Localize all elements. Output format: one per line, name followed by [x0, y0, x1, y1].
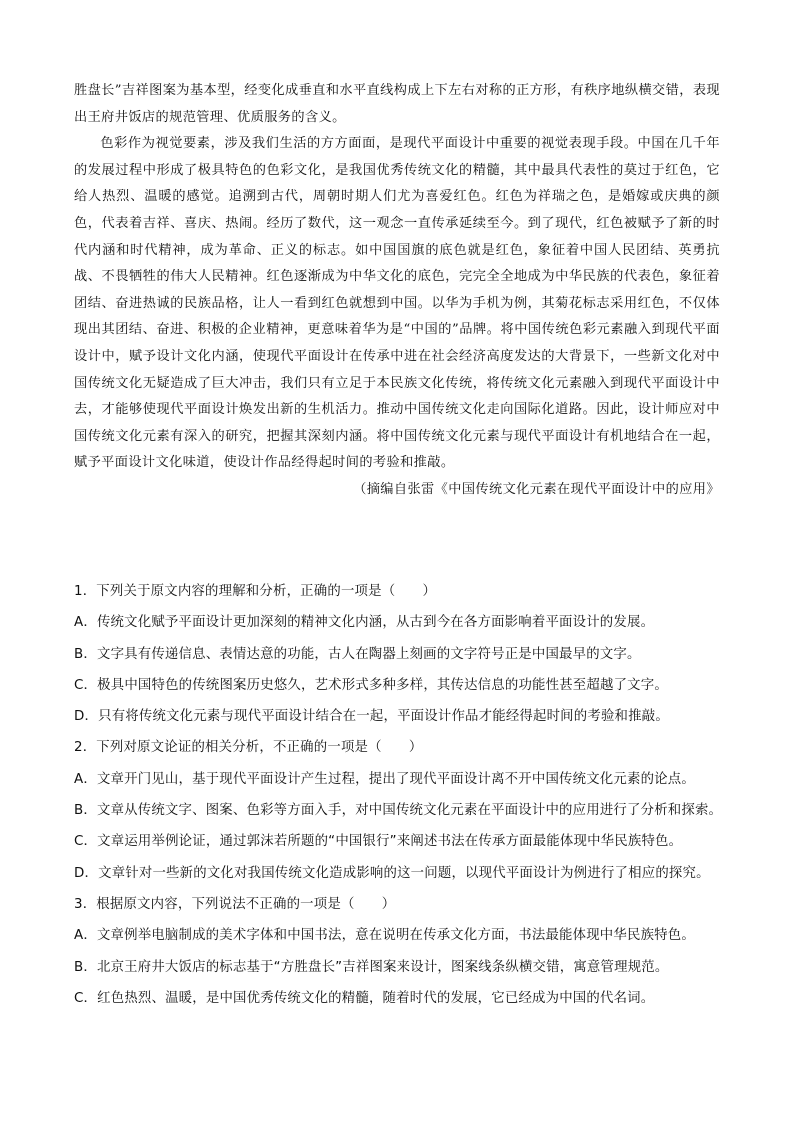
question-3: [74, 889, 734, 1014]
option-b: B．文字具有传递信息、表情达意的功能，古人在陶器上刻画的文字符号正是中国最早的文字。: [74, 646, 641, 662]
question-stem: 2．下列对原文论证的相关分析，不正确的一项是（ ）: [74, 740, 423, 756]
option-c: C．极具中国特色的传统图案历史悠久，艺术形式多种多样，其传达信息的功能性甚至超越了文字。: [74, 677, 668, 693]
option-a: A．文章例举电脑制成的美术字体和中国书法，意在说明在传承文化方面，书法最能体现中华民族特色。: [74, 928, 695, 944]
option-c: C．文章运用举例论证，通过郭沫若所题的“中国银行”来阐述书法在传承方面最能体现中华民族特色。: [74, 834, 683, 850]
option-a: A．文章开门见山，基于现代平面设计产生过程，提出了现代平面设计离不开中国传统文化元素的论点。: [74, 771, 695, 787]
option-b: B．北京王府井大饭店的标志基于“方胜盘长”吉祥图案来设计，图案线条纵横交错，寓意管理规范。: [74, 959, 669, 975]
option-d: D．文章针对一些新的文化对我国传统文化造成影响的这一问题，以现代平面设计为例进行了相应的探究。: [74, 865, 710, 881]
option-b: B．文章从传统文字、图案、色彩等方面入手，对中国传统文化元素在平面设计中的应用进行了分析和探索。: [74, 803, 723, 819]
question-stem: 1．下列关于原文内容的理解和分析，正确的一项是（ ）: [74, 584, 437, 599]
option-d: D．只有将传统文化元素与现代平面设计结合在一起，平面设计作品才能经得起时间的考验和推敲。: [74, 709, 669, 725]
question-2: [74, 732, 734, 888]
passage-paragraph-color: 色彩作为视觉要素，涉及我们生活的方方面面，是现代平面设计中重要的视觉表现手段。中国在几千年的发展过程中形成了极具特色的色彩文化，是我国优秀传统文化的精髓，其中最具代表性的莫过于红色，它给人热烈、温暖的感觉。追溯到古代，周朝时期人们尤为喜爱红色。红色为祥瑞之色，是婚嫁或庆典的颜色，代表着吉祥、喜庆、热闹。经历了数代，这一观念一直传承延续至今。到了现代，红色被赋予了新的时代内涵和时代精神，成为革命、正义的标志。如中国国旗的底色就是红色，象征着中国人民团结、英勇抗战、不畏牺牲的伟大人民精神。红色逐渐成为中华文化的底色，完完全全地成为中华民族的代表色，象征着团结、奋进热诚的民族品格，让人一看到红色就想到中国。以华为手机为例，其菊花标志采用红色，不仅体现出其团结、奋进、积极的企业精神，更意味着华为是“中国的”品牌。将中国传统色彩元素融入到现代平面设计中，赋予设计文化内涵，使现代平面设计在传承中进在社会经济高度发达的大背景下，一些新文化对中国传统文化无疑造成了巨大冲击，我们只有立足于本民族文化传统，将传统文化元素融入到现代平面设计中去，才能够使现代平面设计焕发出新的生机活力。推动中国传统文化走向国际化道路。因此，设计师应对中国传统文化元素有深入的研究，把握其深刻内涵。将中国传统文化元素与现代平面设计有机地结合在一起，赋予平面设计文化味道，使设计作品经得起时间的考验和推敲。: [74, 136, 720, 471]
passage-source: （摘编自张雷《中国传统文化元素在现代平面设计中的应用》: [353, 481, 720, 497]
option-c: C．红色热烈、温暖，是中国优秀传统文化的精髓，随着时代的发展，它已经成为中国的代名词。: [74, 990, 655, 1006]
question-list: [74, 576, 734, 1014]
question-stem: 3．根据原文内容，下列说法不正确的一项是（ ）: [74, 896, 396, 912]
reading-passage: [74, 78, 720, 504]
option-a: A．传统文化赋予平面设计更加深刻的精神文化内涵，从古到今在各方面影响着平面设计的发展。: [74, 615, 655, 631]
passage-continuation: 胜盘长”吉祥图案为基本型，经变化成垂直和水平直线构成上下左右对称的正方形，有秩序地纵横交错，表现出王府井饭店的规范管理、优质服务的含义。: [74, 83, 720, 125]
question-1: [74, 576, 734, 732]
